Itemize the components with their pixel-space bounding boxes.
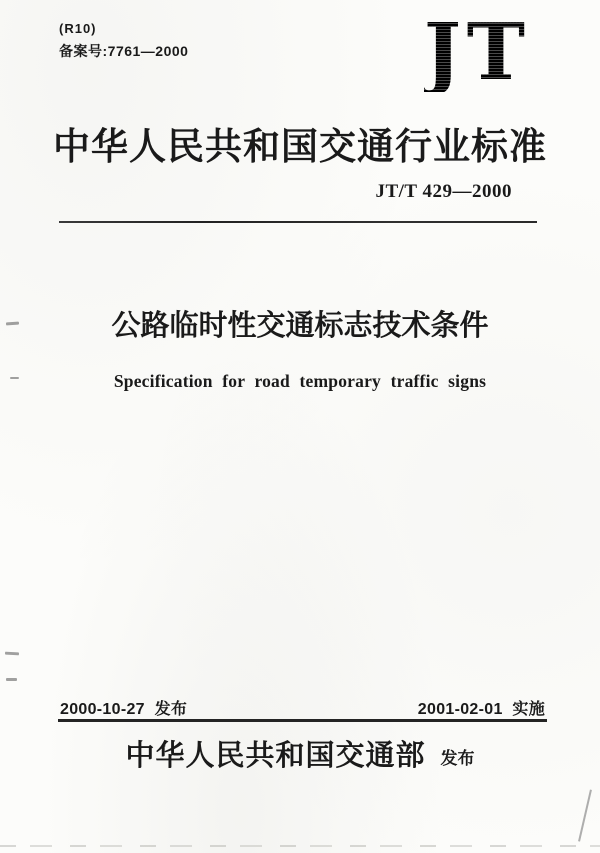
effective-date-item: [418, 696, 545, 719]
masthead-divider-rule: [59, 221, 537, 223]
jt-ministry-logo: JT: [424, 7, 531, 98]
issue-label: 发布: [154, 701, 188, 718]
record-number: 备案号:7761—2000: [59, 42, 189, 59]
effective-date: 2001-02-01: [417, 701, 503, 718]
document-title-chinese: 公路临时性交通标志技术条件: [111, 310, 489, 342]
standard-class-title: 中华人民共和国交通行业标准: [53, 127, 547, 168]
issuer-action-label: 发布: [440, 749, 475, 769]
scan-edge-noise: [0, 845, 600, 847]
scan-slash-artifact: [578, 790, 591, 842]
issuer-name: 中华人民共和国交通部: [125, 740, 426, 772]
issuer-row: [0, 740, 600, 773]
scan-speck: [5, 652, 19, 656]
standard-number: JT/T 429—2000: [375, 181, 512, 202]
issue-date: 2000-10-27: [60, 701, 145, 718]
footer-divider-rule: [58, 719, 547, 722]
filing-codes: [59, 20, 188, 61]
effective-label: 实施: [512, 701, 545, 718]
scan-speck: [10, 377, 19, 379]
document-title-english: Specification for road temporary traffic signs: [113, 371, 487, 391]
issue-date-item: [60, 696, 187, 719]
scan-speck: [6, 678, 17, 681]
date-row: [60, 696, 545, 719]
revision-code: (R10): [59, 21, 97, 36]
